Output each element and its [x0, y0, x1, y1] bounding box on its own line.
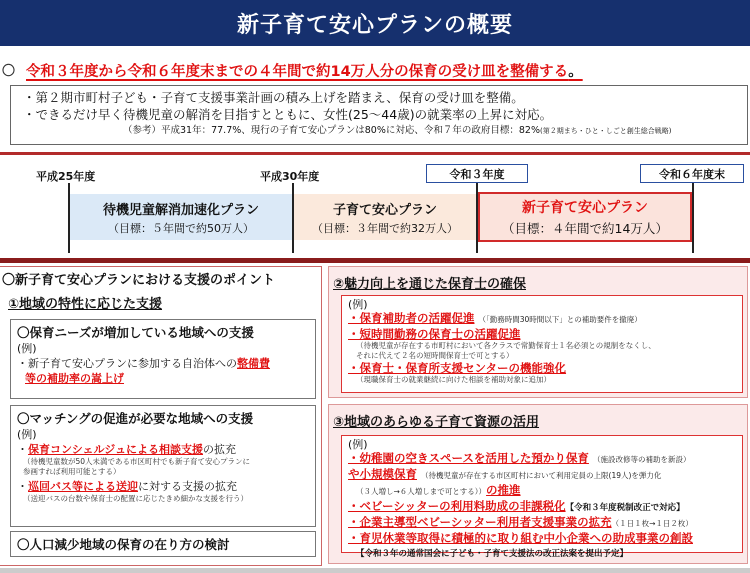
- plan-acceleration: [70, 194, 292, 240]
- resources-heading: ③地域のあらゆる子育て資源の活用: [333, 415, 540, 430]
- resource-item-3-text: ・ベビーシッターの利用料助成の非課税化: [348, 499, 566, 513]
- plan-anshin-name: 子育て安心プラン: [332, 202, 437, 218]
- support-points-panel: [0, 266, 322, 566]
- demand-area-support-box: [10, 319, 316, 399]
- plan-new-anshin-name: 新子育て安心プラン: [522, 200, 648, 216]
- plan-anshin-target: （目標：３年間で約32万人）: [312, 221, 458, 235]
- note-reference: [23, 123, 739, 139]
- demand-area-item-text: ・新子育て安心プランに参加する自治体への: [17, 357, 237, 370]
- bus-highlight: 巡回バス等による送迎: [28, 480, 138, 493]
- matching-item-2-suffix: に対する支援の拡充: [138, 480, 237, 493]
- era-label-r6: 令和６年度末: [640, 164, 744, 183]
- demand-area-heading: 〇保育ニーズが増加している地域への支援: [17, 325, 254, 340]
- page-bottom-strip: [0, 568, 750, 573]
- demand-area-item-highlight: 整備費: [237, 357, 270, 370]
- resource-item-1: [348, 451, 736, 467]
- headline-text: [26, 60, 583, 81]
- example-label: (例): [17, 428, 37, 441]
- support-points-heading: 〇新子育て安心プランにおける支援のポイント: [2, 273, 276, 288]
- page-title: 新子育て安心プランの概要: [0, 0, 750, 46]
- childcare-worker-examples: [341, 295, 743, 393]
- headline-end: 。: [568, 64, 583, 80]
- childcare-worker-heading: ②魅力向上を通じた保育士の確保: [333, 277, 527, 292]
- worker-note-3: （現職保育士の就業継続に向けた相談を補助対象に追加）: [356, 375, 551, 384]
- plan-acceleration-target: （目標：５年間で約50万人）: [108, 221, 254, 235]
- demand-area-item-highlight-2: 等の補助率の嵩上げ: [25, 372, 124, 385]
- worker-item-1: [348, 311, 736, 327]
- resource-item-1-note: （施設改修等の補助を新設）: [592, 455, 691, 464]
- resource-item-2-text: や小規模保育: [348, 467, 417, 481]
- resource-item-3: [348, 499, 736, 515]
- matching-heading: 〇マッチングの促進が必要な地域への支援: [17, 411, 254, 426]
- resource-item-2-end: の推進: [486, 483, 521, 497]
- resource-item-1-text: ・幼稚園の空きスペースを活用した預かり保育: [348, 451, 589, 465]
- timeline-marker-4: [692, 183, 694, 253]
- resource-item-4: [348, 515, 736, 531]
- note-reference-text: （参考）平成31年：77.7%、現行の子育て安心プランは80%に対応、令和７年の政府目標：82%: [123, 125, 540, 136]
- matching-note-1a: （待機児童数が50人未満である市区町村でも新子育て安心プランに: [23, 457, 251, 466]
- resources-panel: [328, 404, 748, 564]
- matching-support-box: [10, 405, 316, 527]
- resource-item-5: ・育児休業等取得に積極的に取り組む中小企業への助成事業の創設: [348, 531, 693, 545]
- resources-examples: [341, 435, 743, 559]
- bullet: ・: [17, 443, 28, 456]
- headline: [0, 58, 750, 82]
- era-label-h30: 平成30年度: [260, 170, 320, 183]
- plan-new-anshin: [478, 192, 692, 242]
- bullet: ・: [17, 480, 28, 493]
- example-label: (例): [348, 438, 368, 451]
- regional-support-heading: ①地域の特性に応じた支援: [8, 297, 163, 312]
- demand-area-item: [17, 356, 309, 371]
- timeline-bottom-rule: [0, 258, 750, 263]
- plan-anshin: [294, 194, 476, 240]
- matching-note-1b: 参画すれば利用可能とする）: [23, 467, 121, 476]
- depopulation-heading: 〇人口減少地域の保育の在り方の検討: [17, 537, 230, 552]
- plan-new-anshin-target: （目標：４年間で約14万人）: [502, 221, 668, 236]
- worker-item-2: ・短時間勤務の保育士の活躍促進: [348, 327, 521, 341]
- era-label-r3: 令和３年度: [426, 164, 528, 183]
- timeline-top-rule: [0, 152, 750, 155]
- worker-note-2b: それに代えて２名の短時間保育士で可とする）: [356, 351, 514, 360]
- example-label: (例): [17, 342, 37, 355]
- worker-item-1-note: （「勤務時間30時間以下」との補助要件を撤廃）: [478, 315, 642, 324]
- matching-item-2: [17, 479, 309, 494]
- resource-item-5-note: 【令和３年の通常国会に子ども・子育て支援法の改正法案を提出予定】: [356, 549, 629, 559]
- worker-item-1-text: ・保育補助者の活躍促進: [348, 311, 475, 325]
- childcare-worker-panel: [328, 266, 748, 398]
- notes-box: [10, 85, 748, 145]
- resource-item-2-cont: [348, 483, 736, 499]
- plan-acceleration-name: 待機児童解消加速化プラン: [102, 202, 259, 218]
- resource-item-4-text: ・企業主導型ベビーシッター利用者支援事業の拡充: [348, 515, 612, 529]
- headline-bullet: 〇: [2, 64, 16, 79]
- worker-note-2a: （待機児童が存在する市町村において各クラスで常勤保育士１名必須との規制をなくし、: [356, 341, 656, 350]
- headline-main: 令和３年度から令和６年度末までの４年間で約14万人分の保育の受け皿を整備する: [26, 64, 569, 80]
- resource-item-2-note: （待機児童が存在する市区町村において利用定員の上限(19人)を弾力化: [421, 471, 662, 480]
- era-label-h25: 平成25年度: [36, 170, 96, 183]
- note-line-1: ・第２期市町村子ども・子育て支援事業計画の積み上げを踏まえ、保育の受け皿を整備。: [23, 90, 524, 105]
- resource-item-5-note-row: [348, 545, 736, 561]
- depopulation-box: [10, 531, 316, 557]
- note-reference-small: (第２期まち・ひと・しごと創生総合戦略): [540, 127, 672, 135]
- worker-item-3: ・保育士・保育所支援センターの機能強化: [348, 361, 567, 375]
- resource-item-2-note-2: （３人増し→６人増しまで可とする））: [356, 487, 487, 496]
- resource-item-3-note: 【令和３年度税制改正で対応】: [565, 503, 685, 513]
- example-label: (例): [348, 298, 368, 311]
- matching-note-2: （送迎バスの台数や保育士の配置に応じたきめ細かな支援を行う）: [23, 494, 248, 503]
- resource-item-4-note: （１日１枚→１日２枚）: [611, 519, 693, 528]
- matching-item-1-suffix: の拡充: [203, 443, 237, 456]
- note-line-2: ・できるだけ早く待機児童の解消を目指すとともに、女性(25～44歳)の就業率の上昇に対応。: [23, 107, 553, 122]
- resource-item-2: [348, 467, 736, 483]
- concierge-highlight: 保育コンシェルジュによる相談支援: [28, 443, 204, 456]
- matching-item-1: [17, 442, 309, 457]
